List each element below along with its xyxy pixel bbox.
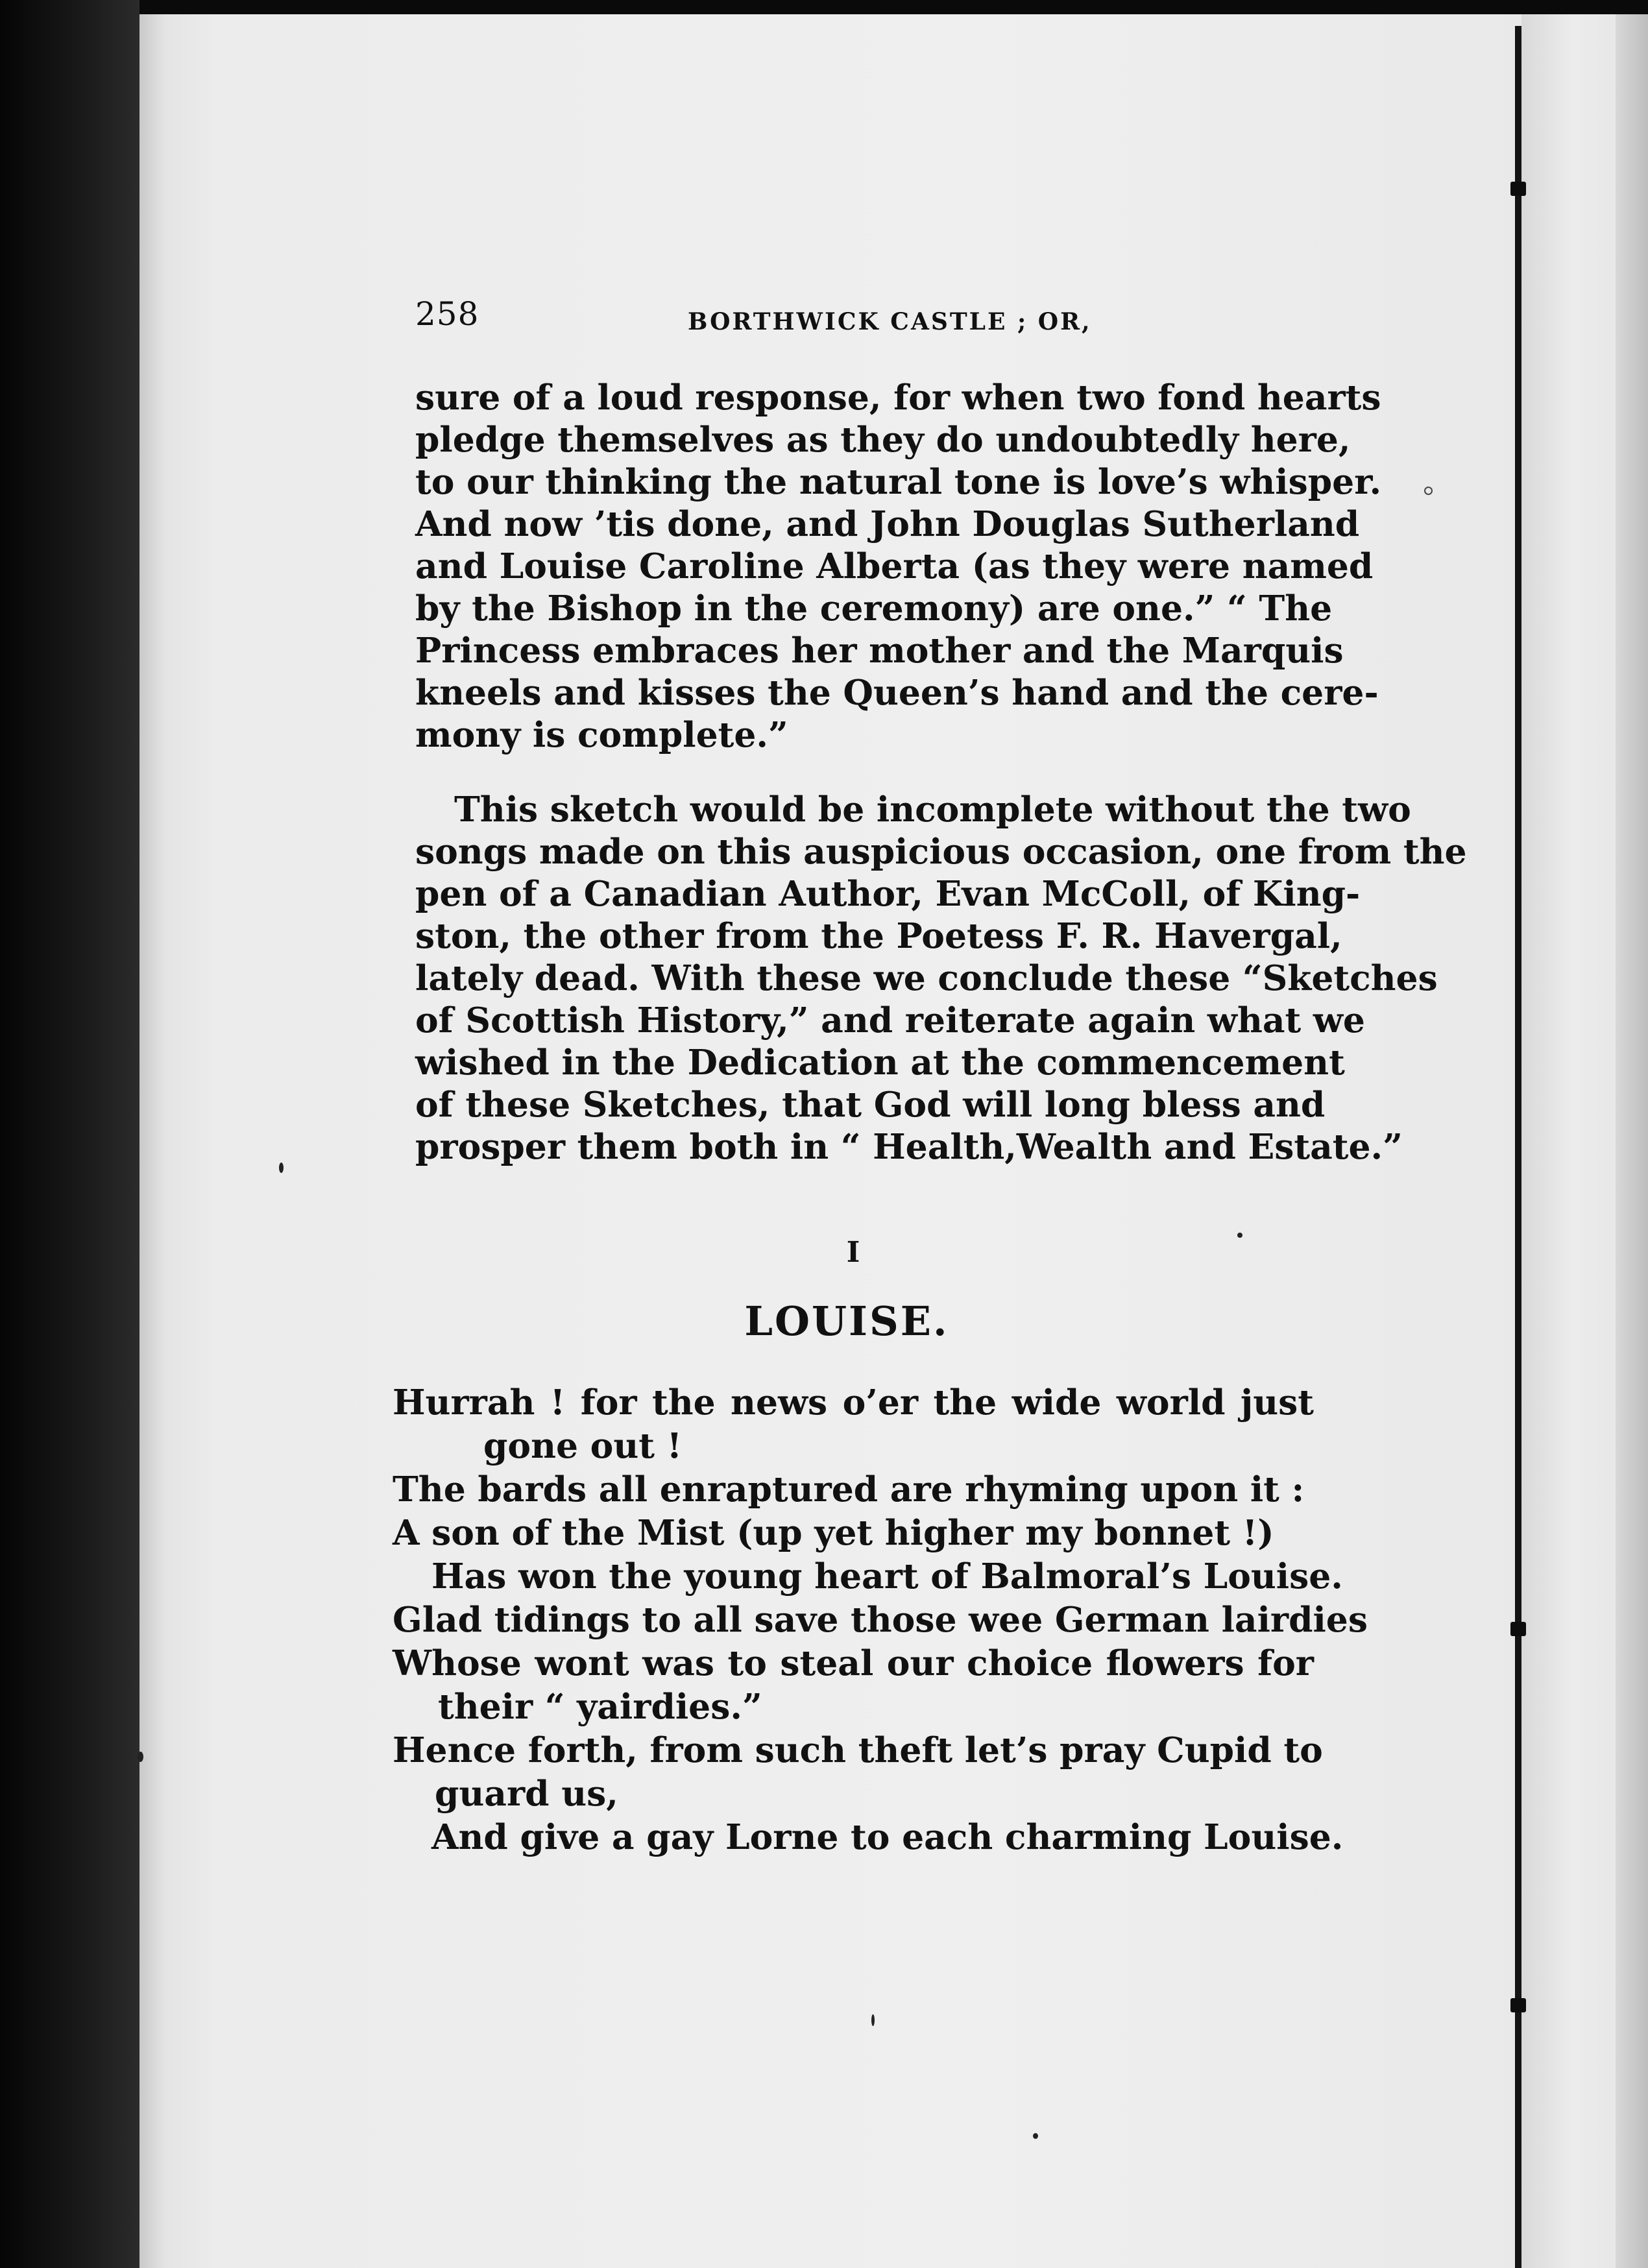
text-line: This sketch would be incomplete without the two <box>454 789 1411 830</box>
poem-line: Hurrah ! for the news o’er the wide world just <box>393 1382 1314 1423</box>
scan-speck <box>279 1163 284 1173</box>
page-header <box>415 295 1337 347</box>
book-spine <box>1515 26 1521 2268</box>
text-line: to our thinking the natural tone is love’s whisper. <box>415 461 1382 502</box>
spine-mark <box>1510 1622 1526 1636</box>
text-line: wished in the Dedication at the commencement <box>415 1042 1345 1083</box>
scan-speck <box>138 1752 143 1762</box>
text-line: mony is complete.” <box>415 714 788 755</box>
text-line: kneels and kisses the Queen’s hand and the cere- <box>415 672 1379 713</box>
page-number: 258 <box>415 295 479 333</box>
scan-left-margin <box>0 0 139 2268</box>
text-line: songs made on this auspicious occasion, one from the <box>415 831 1467 872</box>
scan-top-margin <box>139 0 1648 14</box>
poem-line: Has won the young heart of Balmoral’s Louise. <box>431 1556 1343 1597</box>
body-text <box>415 376 1467 1168</box>
poem-body <box>393 1381 1368 1859</box>
poem-line: their “ yairdies.” <box>438 1686 762 1727</box>
paragraph-2 <box>415 788 1467 1168</box>
poem-line: Whose wont was to steal our choice flowers for <box>393 1643 1314 1683</box>
text-line: of these Sketches, that God will long bless and <box>415 1084 1326 1125</box>
poem-title: LOUISE. <box>744 1297 949 1345</box>
text-line: by the Bishop in the ceremony) are one.” “ The <box>415 588 1333 629</box>
text-line: lately dead. With these we conclude these “Sketches <box>415 958 1438 998</box>
paragraph-1 <box>415 376 1382 756</box>
text-line: Princess embraces her mother and the Marquis <box>415 630 1344 671</box>
text-line: ston, the other from the Poetess F. R. Havergal, <box>415 915 1342 956</box>
paragraph-spacer <box>415 756 1324 788</box>
text-line: and Louise Caroline Alberta (as they were named <box>415 546 1374 586</box>
text-line: pledge themselves as they do undoubtedly here, <box>415 419 1351 460</box>
text-line: And now ’tis done, and John Douglas Sutherland <box>415 503 1360 544</box>
poem-line: Hence forth, from such theft let’s pray Cupid to <box>393 1730 1323 1770</box>
poem-line: A son of the Mist (up yet higher my bonnet !) <box>393 1512 1274 1553</box>
poem-line: And give a gay Lorne to each charming Louise. <box>431 1816 1344 1857</box>
text-line: prosper them both in “ Health,Wealth and Estate.” <box>415 1126 1403 1167</box>
scan-speck <box>1424 487 1433 495</box>
poem-line: Glad tidings to all save those wee German lairdies <box>393 1599 1368 1640</box>
text-line: pen of a Canadian Author, Evan McColl, of King- <box>415 873 1361 914</box>
text-line: of Scottish History,” and reiterate again what we <box>415 1000 1365 1041</box>
running-head: BORTHWICK CASTLE ; OR, <box>688 308 1092 335</box>
text-line: sure of a loud response, for when two fond hearts <box>415 377 1381 418</box>
spine-mark <box>1510 1998 1526 2012</box>
poem-numeral: I <box>846 1236 860 1269</box>
scan-speck <box>871 2014 875 2026</box>
poem-line: The bards all enraptured are rhyming upon it : <box>393 1469 1305 1510</box>
facing-page-shadow <box>1616 14 1648 2268</box>
spine-mark <box>1510 182 1526 196</box>
poem-line: guard us, <box>435 1773 618 1814</box>
poem-line: gone out ! <box>483 1425 683 1466</box>
scan-speck <box>1033 2133 1038 2139</box>
